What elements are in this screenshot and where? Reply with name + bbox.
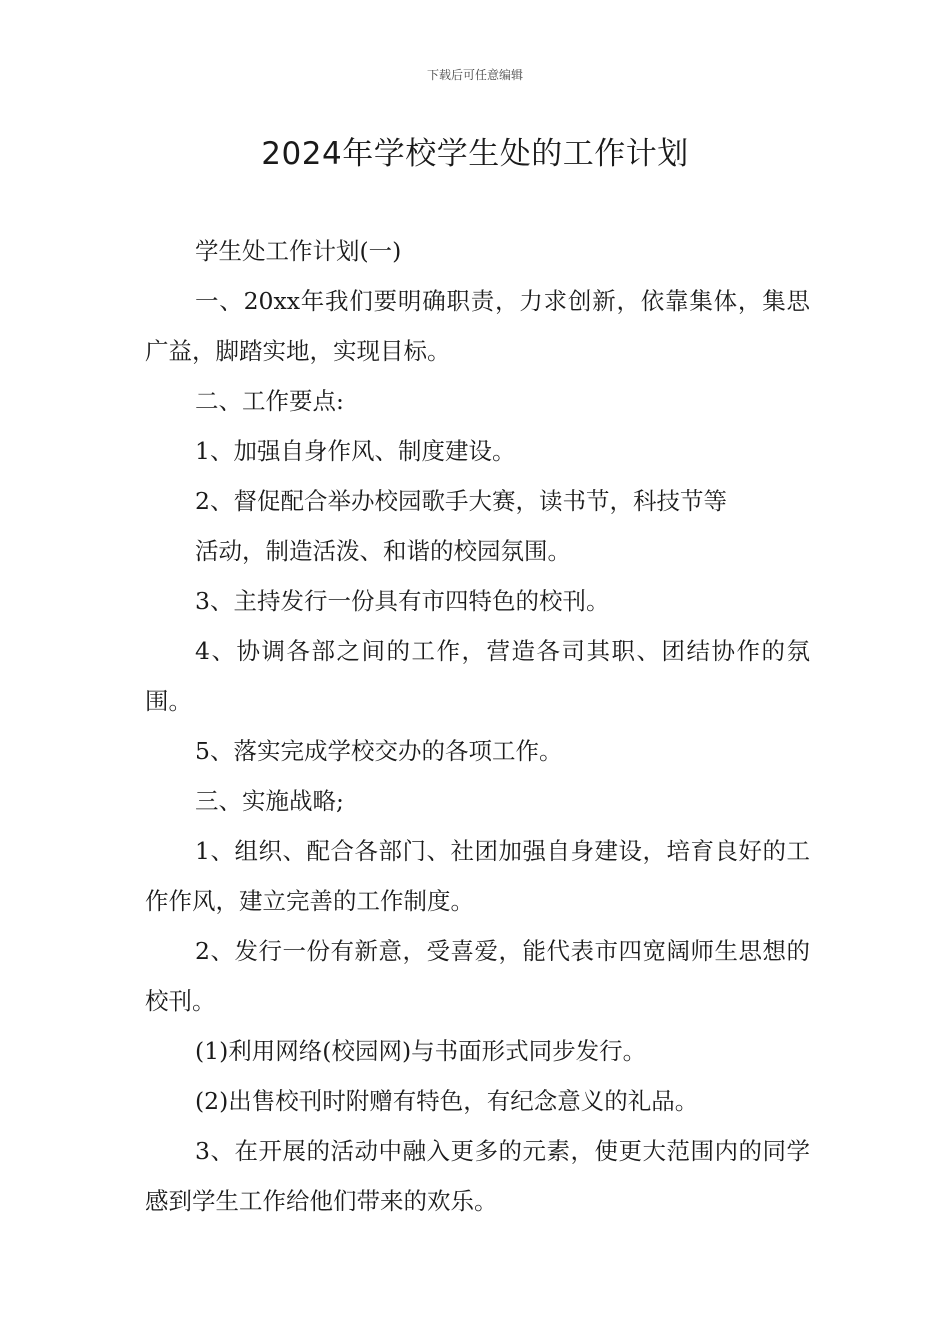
paragraph: 4、协调各部之间的工作，营造各司其职、团结协作的氛围。	[145, 637, 810, 715]
paragraph: 活动，制造活泼、和谐的校园氛围。	[195, 537, 571, 565]
paragraph: 1、加强自身作风、制度建设。	[195, 437, 516, 465]
document-title: 2024年学校学生处的工作计划	[261, 136, 689, 172]
header-note: 下载后可任意编辑	[426, 68, 523, 82]
paragraph: 一、20xx年我们要明确职责，力求创新，依靠集体，集思广益，脚踏实地，实现目标。	[145, 287, 810, 365]
paragraph: 三、实施战略;	[195, 787, 344, 815]
document-body	[145, 226, 810, 1226]
paragraph: 1、组织、配合各部门、社团加强自身建设，培育良好的工作作风，建立完善的工作制度。	[145, 837, 810, 915]
paragraph: 5、落实完成学校交办的各项工作。	[195, 737, 563, 765]
paragraph: (1)利用网络(校园网)与书面形式同步发行。	[195, 1037, 647, 1065]
paragraph: 2、督促配合举办校园歌手大赛，读书节，科技节等	[195, 487, 727, 515]
paragraph: 2、发行一份有新意，受喜爱，能代表市四宽阔师生思想的校刊。	[145, 937, 810, 1015]
paragraph: 学生处工作计划(一)	[195, 237, 402, 265]
paragraph: 3、在开展的活动中融入更多的元素，使更大范围内的同学感到学生工作给他们带来的欢乐。	[145, 1137, 810, 1215]
paragraph: 3、主持发行一份具有市四特色的校刊。	[195, 587, 610, 615]
paragraph: 二、工作要点:	[195, 387, 344, 415]
paragraph: (2)出售校刊时附赠有特色，有纪念意义的礼品。	[195, 1087, 699, 1115]
